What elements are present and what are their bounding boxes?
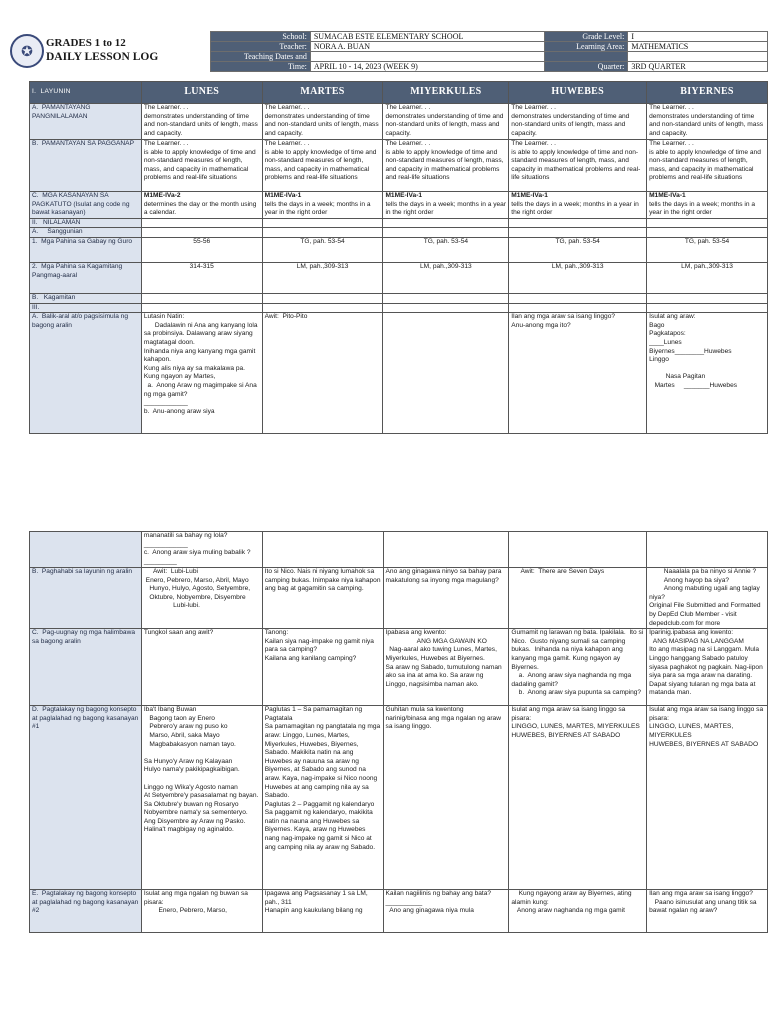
cell-martes: Ipagawa ang Pagsasanay 1 sa LM, pah., 311 Hanapin ang kaukulang bilang ng xyxy=(262,890,383,933)
day-header-miyerkules: MIYERKULES xyxy=(383,82,509,104)
cell-miyerkules: Guhitan mula sa kwentong narinig/binasa ang mga ngalan ng araw sa isang linggo. xyxy=(383,706,509,890)
cell-lunes xyxy=(141,218,262,228)
cell-martes: The Learner. . . demonstrates understanding of time and non-standard units of length, mass and capacity. xyxy=(262,104,383,140)
cell-huwebes: LM, pah.,309-313 xyxy=(509,262,647,293)
cell-biyernes: The Learner. . . is able to apply knowledge of time and non-standard measures of length, mass, and capacity in mathematical problems and real-life situations xyxy=(647,140,768,192)
row-label: A. Sanggunian xyxy=(30,228,142,238)
row-label: 2. Mga Pahina sa Kagamitang Pangmag-aaral xyxy=(30,262,142,293)
cell-huwebes: M1ME-IVa-1 tells the days in a week; months in a year in the right order xyxy=(509,192,647,219)
row-label: E. Pagtalakay ng bagong konsepto at paglalahad ng bagong kasanayan #2 xyxy=(30,890,142,933)
cell-lunes: M1ME-IVa-2 determines the day or the month using a calendar. xyxy=(141,192,262,219)
cell-miyerkules xyxy=(383,313,509,434)
cell-martes xyxy=(262,218,383,228)
teacher-label: Teacher: xyxy=(211,42,311,52)
row-label: 1. Mga Pahina sa Gabay ng Guro xyxy=(30,237,142,262)
lesson-log-table-part1 xyxy=(29,81,768,434)
cell-biyernes xyxy=(647,532,768,568)
cell-lunes: Tungkol saan ang awit? xyxy=(141,629,262,706)
cell-martes: The Learner. . . is able to apply knowledge of time and non-standard measures of length, mass, and capacity in mathematical problems and real-life situations xyxy=(262,140,383,192)
cell-miyerkules xyxy=(383,218,509,228)
area-value: MATHEMATICS xyxy=(628,42,768,52)
table-row xyxy=(30,568,768,629)
day-header-biyernes: BIYERNES xyxy=(647,82,768,104)
table-row xyxy=(30,303,768,313)
cell-miyerkules: Kailan nagiilinis ng bahay ang bata?__________ Ano ang ginagawa niya mula xyxy=(383,890,509,933)
lesson-log-table-part2 xyxy=(29,531,768,933)
table-row xyxy=(30,237,768,262)
cell-biyernes: Isulat ang mga araw sa isang linggo sa pisara: LINGGO, LUNES, MARTES, MIYERKULES HUWEBES, BIYERNES AT SABADO xyxy=(647,706,768,890)
cell-miyerkules: TG, pah. 53-54 xyxy=(383,237,509,262)
cell-lunes: The Learner. . . is able to apply knowledge of time and non-standard measures of length, mass, and capacity in mathematical problems and real-life situations xyxy=(141,140,262,192)
cell-lunes xyxy=(141,303,262,313)
cell-martes: Tanong: Kailan siya nag-impake ng gamit niya para sa camping? Kailana ang kanilang camping? xyxy=(262,629,383,706)
row-label: D. Pagtalakay ng bagong konsepto at paglalahad ng bagong kasanayan #1 xyxy=(30,706,142,890)
cell-lunes: mananatili sa bahay ng lola? ____________ c. Anong araw siya muling babalik ?_________ xyxy=(141,532,262,568)
cell-huwebes: The Learner. . . is able to apply knowledge of time and non-standard measures of length, mass, and capacity in mathematical problems and real-life situations xyxy=(509,140,647,192)
quarter-label: Quarter: xyxy=(545,62,628,72)
cell-huwebes xyxy=(509,228,647,238)
table-row xyxy=(30,890,768,933)
cell-biyernes: The Learner. . . demonstrates understanding of time and non-standard units of length, mass and capacity. xyxy=(647,104,768,140)
table-row xyxy=(30,140,768,192)
row-label: I. LAYUNIN xyxy=(30,82,142,104)
table-row xyxy=(30,293,768,303)
table-row xyxy=(30,228,768,238)
cell-miyerkules xyxy=(383,293,509,303)
cell-biyernes xyxy=(647,228,768,238)
cell-miyerkules: LM, pah.,309-313 xyxy=(383,262,509,293)
row-label: B. PAMANTAYAN SA PAGGANAP xyxy=(30,140,142,192)
cell-miyerkules: The Learner. . . is able to apply knowledge of time and non-standard measures of length, mass, and capacity in mathematical problems and real-life situations xyxy=(383,140,509,192)
grade-value: I xyxy=(628,32,768,42)
cell-lunes: 55-56 xyxy=(141,237,262,262)
cell-lunes: Lutasin Natin: Dadalawin ni Ana ang kanyang lola sa probinsiya. Dalawang araw siyang magtatagal doon. Inihanda niya ang kanyang mga gamit kahapon. Kung alis niya ay sa makalawa pa. Kung ngayon ay Martes, a. Anong Araw ng magimpake si Ana ng mga gamit? ____________ b. Anu-anong araw siya xyxy=(141,313,262,434)
cell-miyerkules xyxy=(383,532,509,568)
table-row xyxy=(30,82,768,104)
cell-lunes: The Learner. . . demonstrates understanding of time and non-standard units of length, mass and capacity. xyxy=(141,104,262,140)
cell-biyernes: TG, pah. 53-54 xyxy=(647,237,768,262)
table-row xyxy=(30,104,768,140)
area-label: Learning Area: xyxy=(545,42,628,52)
cell-miyerkules: Ipabasa ang kwento: ANG MGA GAWAIN KO Nag-aaral ako tuwing Lunes, Martes, Miyerkules, Huwebes at Biyernes. Sa araw ng Sabado, tumutulong naman ako sa ina at ama ko. Sa araw ng Linggo, nagsisimba naman ako. xyxy=(383,629,509,706)
cell-lunes: Iba't Ibang Buwan Bagong taon ay Enero Pebrero'y araw ng puso ko Marso, Abril, saka Mayo Magbabakasyon naman tayo. Sa Hunyo'y Araw ng Kalayaan Hulyo nama'y pakikipagkaibigan. Linggo ng Wika'y Agosto naman At Setyembre'y pasasalamat ng bayan. Sa Oktubre'y buwan ng Rosaryo Nobyembre nama'y sa sementeryo. Ang Disyembre ay Araw ng Pasko. Halina't magbigay ng aginaldo. xyxy=(141,706,262,890)
cell-martes: Paglutas 1 – Sa pamamagitan ng Pagtatala Sa pamamagitan ng pangtatala ng mga araw: Linggo, Lunes, Martes, Miyerkules, Huwebes, Biyernes, Sabado. Makikita natin na ang Huwebes ay nauuna sa araw ng Biyernes, at Sabado ang sunod na araw. Kaya, nag-impake si Nico noong Huwebes at ang camping nila ay sa Sabado. Paglutas 2 – Paggamit ng kalendaryo Sa paggamit ng kalendaryo, makikita natin na nauna ang Huwebes sa Biyernes. Kaya, araw ng Huwebes nang nag-impake ng gamit si Nico at ang camping nila ay araw ng Sabado. xyxy=(262,706,383,890)
cell-martes xyxy=(262,293,383,303)
cell-huwebes xyxy=(509,293,647,303)
cell-biyernes: Naaalala pa ba ninyo si Annie ? Anong hayop ba siya? Anong mabuting ugali ang taglay niya? Original File Submitted and Formatted by DepEd Club Member - visit depedclub.com for more xyxy=(647,568,768,629)
cell-martes: Ito si Nico. Nais ni niyang lumahok sa camping bukas. Inimpake niya kahapon ang bag at gagamitin sa camping. xyxy=(262,568,383,629)
cell-huwebes: TG, pah. 53-54 xyxy=(509,237,647,262)
cell-lunes: Awit: Lubi-Lubi Enero, Pebrero, Marso, Abril, Mayo Hunyo, Hulyo, Agosto, Setyembre, Oktubre, Nobyembre, Disyembre Lubi-lubi. xyxy=(141,568,262,629)
row-label xyxy=(30,532,142,568)
cell-lunes: 314-315 xyxy=(141,262,262,293)
cell-biyernes xyxy=(647,293,768,303)
cell-martes: Awit: Pito-Pito xyxy=(262,313,383,434)
cell-martes xyxy=(262,532,383,568)
cell-huwebes: Isulat ang mga araw sa isang linggo sa pisara: LINGGO, LUNES, MARTES, MIYERKULES HUWEBES, BIYERNES AT SABADO xyxy=(509,706,647,890)
day-header-lunes: LUNES xyxy=(141,82,262,104)
cell-martes: M1ME-IVa-1 tells the days in a week; months in a year in the right order xyxy=(262,192,383,219)
cell-martes: TG, pah. 53-54 xyxy=(262,237,383,262)
cell-lunes xyxy=(141,228,262,238)
cell-huwebes: The Learner. . . demonstrates understanding of time and non-standard units of length, mass and capacity. xyxy=(509,104,647,140)
cell-miyerkules: Ano ang ginagawa ninyo sa bahay para makatulong sa inyong mga magulang? xyxy=(383,568,509,629)
cell-miyerkules: M1ME-IVa-1 tells the days in a week; months in a year in the right order xyxy=(383,192,509,219)
cell-miyerkules xyxy=(383,303,509,313)
cell-martes: LM, pah.,309-313 xyxy=(262,262,383,293)
school-label: School: xyxy=(211,32,311,42)
teacher-value: NORA A. BUAN xyxy=(310,42,545,52)
row-label: A. Balik-aral at/o pagsisimula ng bagong aralin xyxy=(30,313,142,434)
table-row xyxy=(30,706,768,890)
row-label: A. PAMANTAYANG PANGNILALAMAN xyxy=(30,104,142,140)
cell-miyerkules: The Learner. . . demonstrates understanding of time and non-standard units of length, mass and capacity. xyxy=(383,104,509,140)
title-line1: GRADES 1 to 12 xyxy=(46,37,126,49)
cell-martes xyxy=(262,228,383,238)
cell-huwebes xyxy=(509,218,647,228)
table-row xyxy=(30,262,768,293)
cell-biyernes xyxy=(647,303,768,313)
day-header-huwebes: HUWEBES xyxy=(509,82,647,104)
cell-biyernes xyxy=(647,218,768,228)
cell-biyernes: LM, pah.,309-313 xyxy=(647,262,768,293)
cell-huwebes: Ilan ang mga araw sa isang linggo? Anu-anong mga ito? xyxy=(509,313,647,434)
row-label: C. MGA KASANAYAN SA PAGKATUTO (Isulat ang code ng bawat kasanayan) xyxy=(30,192,142,219)
quarter-value: 3RD QUARTER xyxy=(628,62,768,72)
title-line2: DAILY LESSON LOG xyxy=(46,51,159,63)
cell-biyernes: Ilan ang mga araw sa isang linggo? Paano isinusulat ang unang titik sa bawat ngalan ng araw? xyxy=(647,890,768,933)
cell-huwebes: Kung ngayong araw ay Biyernes, ating alamin kung: Anong araw naghanda ng mga gamit xyxy=(509,890,647,933)
table-row xyxy=(30,629,768,706)
table-row xyxy=(30,532,768,568)
cell-miyerkules xyxy=(383,228,509,238)
cell-huwebes: Gumamit ng larawan ng bata. Ipakilala. Ito si Nico. Gusto niyang sumali sa camping bukas. Inihanda na niya kahapon ang kanyang mga gamit. Kung ngayon ay Biyernes. a. Anong araw siya naghanda ng mga dadaling gamit? b. Anong araw siya pupunta sa camping? xyxy=(509,629,647,706)
cell-huwebes xyxy=(509,303,647,313)
deped-seal-icon: ✪ xyxy=(10,34,44,68)
cell-biyernes: Isulat ang araw: Bago Pagkatapos: ____Lunes Biyernes________Huwebes Linggo Nasa Pagitan Martes _______Huwebes xyxy=(647,313,768,434)
dates-value: APRIL 10 - 14, 2023 (WEEK 9) xyxy=(310,62,545,72)
cell-lunes: Isulat ang mga ngalan ng buwan sa pisara: Enero, Pebrero, Marso, xyxy=(141,890,262,933)
cell-martes xyxy=(262,303,383,313)
table-row xyxy=(30,218,768,228)
cell-lunes xyxy=(141,293,262,303)
dates-label-2: Time: xyxy=(211,62,311,72)
table-row xyxy=(30,313,768,434)
table-row xyxy=(30,192,768,219)
cell-huwebes: Awit: There are Seven Days xyxy=(509,568,647,629)
row-label: B. Paghahabi sa layunin ng aralin xyxy=(30,568,142,629)
row-label: C. Pag-uugnay ng mga halimbawa sa bagong aralin xyxy=(30,629,142,706)
row-label: II. NILALAMAN xyxy=(30,218,142,228)
brand-title xyxy=(46,36,158,64)
day-header-martes: MARTES xyxy=(262,82,383,104)
cell-huwebes xyxy=(509,532,647,568)
dates-label-1: Teaching Dates and xyxy=(211,52,311,62)
row-label: B. Kagamitan xyxy=(30,293,142,303)
cell-biyernes: M1ME-IVa-1 tells the days in a week; months in a year in the right order xyxy=(647,192,768,219)
row-label: III. xyxy=(30,303,142,313)
school-value: SUMACAB ESTE ELEMENTARY SCHOOL xyxy=(310,32,545,42)
cell-biyernes: Iparinig.ipabasa ang kwento: ANG MASIPAG NA LANGGAM Ito ang masipag na si Langgam. Mula Linggo hanggang Sabado patuloy siyasa paghakot ng pagkain. Nag-iipon siya para sa mga araw na darating. Dapat siyang tularan ng mga bata at matanda man. xyxy=(647,629,768,706)
grade-label: Grade Level: xyxy=(545,32,628,42)
header-info-table xyxy=(210,31,768,72)
